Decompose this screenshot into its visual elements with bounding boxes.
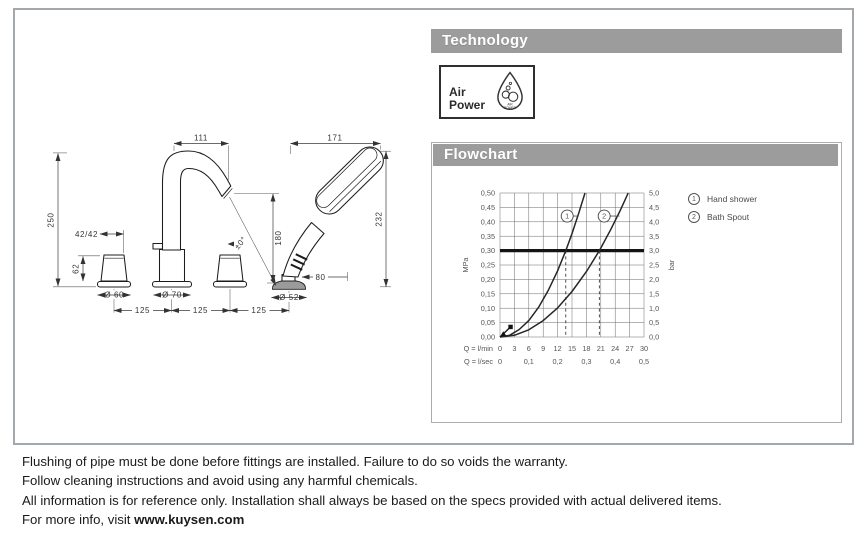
- svg-text:POWER: POWER: [504, 106, 516, 111]
- dim-handle-height: 62: [71, 263, 81, 274]
- more-info-text: For more info, visit: [22, 511, 135, 527]
- dim-spout-height: 180: [274, 230, 283, 246]
- svg-text:0,5: 0,5: [638, 357, 650, 366]
- svg-text:1: 1: [565, 211, 570, 221]
- faucet-outline: [98, 141, 389, 289]
- svg-text:0,40: 0,40: [480, 217, 495, 227]
- svg-text:0,0: 0,0: [649, 332, 660, 342]
- svg-text:1,5: 1,5: [649, 289, 660, 299]
- legend-marker-2: 2: [688, 211, 700, 223]
- svg-text:2,5: 2,5: [649, 260, 660, 270]
- svg-text:2: 2: [602, 211, 607, 221]
- dimension-lines: [58, 144, 386, 315]
- air-power-label: Air Power: [449, 85, 486, 112]
- svg-text:3,5: 3,5: [649, 231, 660, 241]
- svg-text:0,15: 0,15: [480, 289, 495, 299]
- footer-notes: [22, 452, 722, 529]
- svg-text:AIR: AIR: [507, 102, 513, 107]
- svg-text:15: 15: [567, 344, 577, 353]
- svg-text:4,0: 4,0: [649, 217, 660, 227]
- dimension-labels: [47, 134, 384, 316]
- dim-base-center: Ø 70: [162, 290, 182, 300]
- svg-text:0,20: 0,20: [480, 275, 495, 284]
- dim-overall-height: 250: [46, 212, 56, 228]
- chart-legend: [688, 193, 757, 229]
- svg-text:30: 30: [639, 344, 649, 353]
- svg-text:0,5: 0,5: [649, 318, 660, 328]
- dim-spacing-1: 125: [134, 306, 151, 316]
- svg-text:0,00: 0,00: [480, 332, 495, 342]
- svg-text:2,0: 2,0: [649, 275, 660, 284]
- svg-text:18: 18: [582, 344, 591, 353]
- dim-shower-offset: 80: [315, 272, 326, 282]
- svg-text:3: 3: [512, 344, 517, 353]
- legend-marker-1: 1: [688, 193, 700, 205]
- svg-text:0,2: 0,2: [552, 357, 563, 366]
- svg-text:0,3: 0,3: [581, 357, 592, 366]
- website-link: www.kuysen.com: [134, 511, 245, 527]
- dim-spout-reach: 111: [194, 133, 208, 143]
- dim-swivel-angle: ±0°: [232, 234, 249, 252]
- svg-text:24: 24: [611, 344, 620, 353]
- footer-line-2: Follow cleaning instructions and avoid using any harmful chemicals.: [22, 473, 418, 489]
- svg-text:0,10: 0,10: [480, 303, 495, 313]
- footer-line-3: All information is for reference only. Installation shall always be based on the specs provided with actual delivered items.: [22, 492, 722, 508]
- svg-text:0: 0: [497, 357, 503, 366]
- legend-label-1: Hand shower: [707, 194, 758, 204]
- svg-text:5,0: 5,0: [649, 188, 660, 198]
- legend-item-hand-shower: [688, 193, 757, 205]
- footer-line-1: Flushing of pipe must be done before fittings are installed. Failure to do so voids the warranty.: [22, 454, 568, 469]
- svg-text:0,4: 0,4: [610, 357, 621, 366]
- technology-header-label: Technology: [442, 32, 529, 49]
- svg-text:4,5: 4,5: [649, 203, 660, 212]
- svg-text:21: 21: [596, 344, 605, 353]
- svg-text:27: 27: [625, 344, 634, 353]
- dim-base-left: Ø 60: [104, 290, 125, 300]
- dim-shower-reach: 171: [327, 133, 343, 143]
- footer-line-4: [22, 510, 722, 529]
- dim-spacing-2: 125: [192, 306, 209, 316]
- dim-base-shower: Ø 52: [279, 293, 299, 303]
- svg-text:0,35: 0,35: [480, 231, 495, 241]
- svg-text:0,45: 0,45: [480, 203, 495, 212]
- svg-text:0,05: 0,05: [480, 318, 495, 328]
- dim-handle-top: 42/42: [74, 230, 98, 239]
- dim-shower-height: 232: [374, 211, 384, 227]
- svg-text:Q = l/sec: Q = l/sec: [464, 357, 493, 366]
- flowchart-header-label: Flowchart: [444, 146, 518, 163]
- legend-item-bath-spout: [688, 211, 757, 223]
- svg-text:6: 6: [526, 344, 531, 353]
- flow-chart: [450, 183, 712, 385]
- svg-text:0,1: 0,1: [523, 357, 534, 366]
- air-power-drop-icon: [494, 71, 526, 113]
- dim-spacing-3: 125: [251, 306, 267, 316]
- flowchart-section-header: [433, 144, 838, 166]
- svg-text:bar: bar: [667, 259, 676, 271]
- air-power-badge: [439, 65, 535, 119]
- legend-label-2: Bath Spout: [707, 212, 750, 222]
- svg-text:0,25: 0,25: [480, 260, 495, 270]
- technical-drawing: [40, 130, 410, 322]
- svg-text:3,0: 3,0: [649, 246, 660, 256]
- svg-text:0,50: 0,50: [480, 188, 495, 198]
- svg-text:MPa: MPa: [461, 257, 470, 273]
- svg-text:12: 12: [553, 344, 562, 353]
- svg-text:1,0: 1,0: [649, 303, 660, 313]
- svg-text:0,30: 0,30: [480, 246, 495, 256]
- technology-section-header: [431, 29, 842, 53]
- svg-text:Q = l/min: Q = l/min: [463, 344, 493, 353]
- svg-text:9: 9: [541, 344, 546, 353]
- svg-text:0: 0: [497, 344, 503, 353]
